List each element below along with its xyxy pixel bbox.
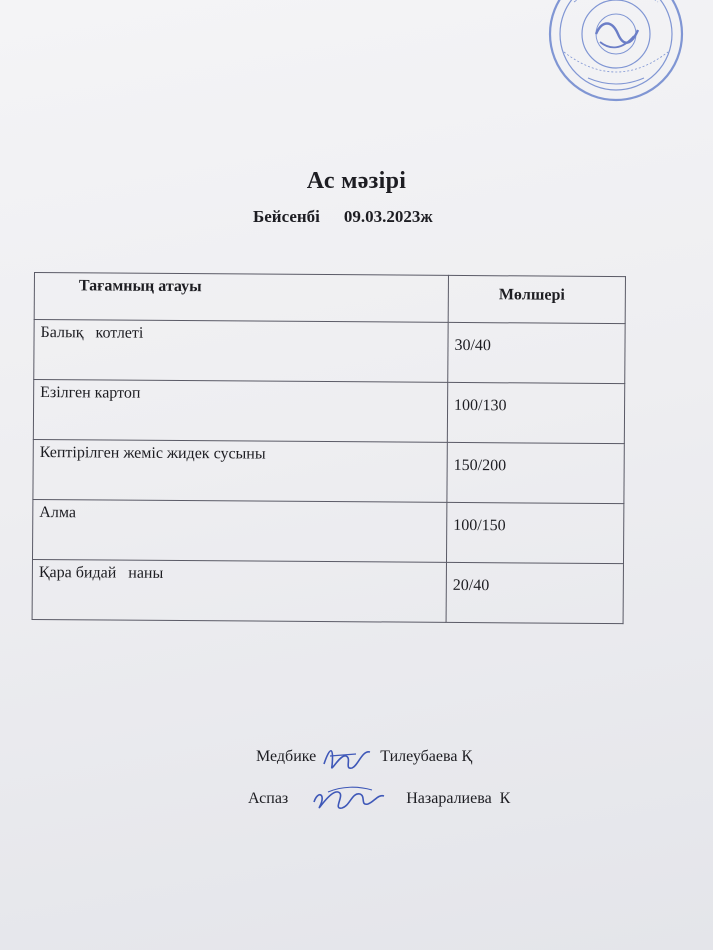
table-row: [33, 380, 624, 444]
dish-name-cell: Алма: [32, 499, 446, 562]
dish-name-cell: Езілген картоп: [33, 380, 447, 443]
amount-cell: 150/200: [447, 442, 624, 503]
table-row: [32, 559, 623, 623]
column-header-dish: Тағамның атауы: [34, 273, 448, 323]
cook-signature-scribble: [308, 782, 392, 816]
nurse-signature-row: [256, 742, 472, 772]
nurse-role-label: Медбике: [256, 747, 317, 765]
cook-signature-row: [248, 782, 510, 816]
dish-name-cell: Балық котлеті: [34, 320, 448, 383]
document-subtitle: [253, 207, 457, 227]
table-row: [34, 320, 625, 384]
menu-table: [32, 272, 626, 624]
dish-name-cell: Қара бидай наны: [32, 559, 446, 622]
cook-role-label: Аспаз: [248, 789, 289, 807]
column-header-amount: Мөлшері: [448, 275, 625, 323]
weekday-label: Бейсенбі: [253, 207, 320, 226]
official-stamp: [528, 0, 698, 120]
amount-cell: 30/40: [448, 322, 625, 383]
amount-cell: 100/130: [447, 382, 624, 443]
dish-name-cell: Кептірілген жеміс жидек сусыны: [33, 439, 447, 502]
table-row: [32, 499, 623, 563]
nurse-signature-scribble: [320, 742, 376, 772]
table-row: [33, 439, 624, 503]
cook-name-label: Назаралиева К: [406, 789, 511, 807]
amount-cell: 100/150: [446, 502, 623, 563]
table-header-row: [34, 273, 625, 324]
nurse-name-label: Тилеубаева Қ: [380, 747, 473, 765]
amount-cell: 20/40: [446, 562, 623, 623]
document-title: Ас мәзірі: [306, 168, 407, 194]
date-label: 09.03.2023ж: [343, 207, 433, 226]
